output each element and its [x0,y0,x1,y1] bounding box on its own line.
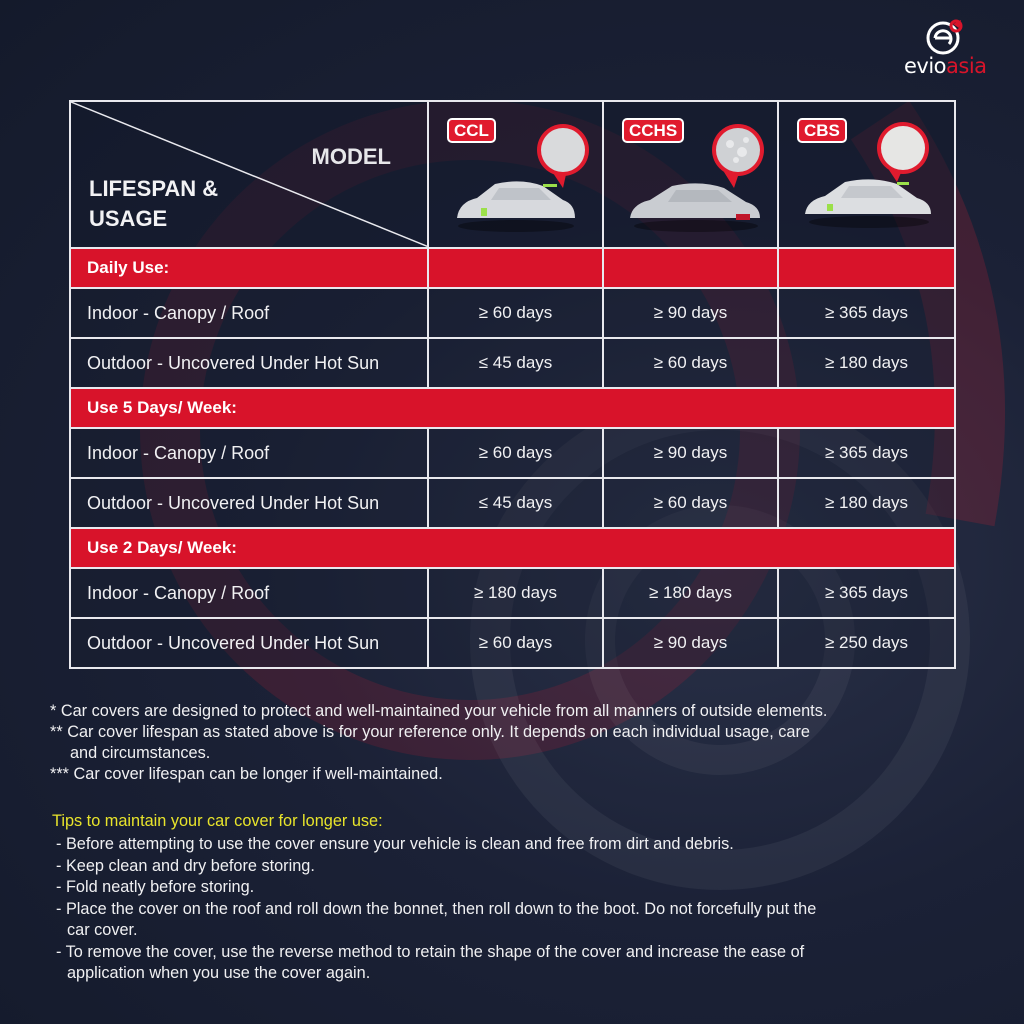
lifespan-value-ccl: ≥ 60 days [428,428,603,478]
section-empty-cell [428,248,603,288]
lifespan-value-ccl: ≥ 60 days [428,288,603,338]
tips-title: Tips to maintain your car cover for longer use: [52,812,383,830]
footnote-3: *** Car cover lifespan can be longer if well-maintained. [50,765,443,783]
product-code-ccl: CCL [447,118,496,143]
table-row [70,618,955,668]
table-row [70,428,955,478]
lifespan-value-ccl: ≤ 45 days [428,338,603,388]
usage-label: Outdoor - Uncovered Under Hot Sun [70,478,428,528]
lifespan-value-cbs: ≥ 250 days [778,618,955,668]
lifespan-value-cchs: ≥ 90 days [603,428,778,478]
car-cover-image [801,170,941,230]
tip-item-continued: application when you use the cover again. [67,964,371,982]
section-empty-cell [603,248,778,288]
table-row [70,288,955,338]
section-empty-cell [778,248,955,288]
tip-item: - Fold neatly before storing. [56,878,255,896]
tip-item: - Place the cover on the roof and roll down the bonnet, then roll down to the boot. Do not forcefully put the [56,899,817,918]
brand-name [904,54,987,78]
section-title: Use 5 Days/ Week: [70,388,955,428]
product-cell-ccl [428,101,603,248]
brand-name-part1: evio [904,54,947,78]
table-header-row [70,101,955,248]
usage-label: Indoor - Canopy / Roof [70,428,428,478]
footnote-2: ** Car cover lifespan as stated above is for your reference only. It depends on each individual usage, care [50,723,810,741]
table-row [70,338,955,388]
product-code-cchs: CCHS [622,118,684,143]
tips-list [56,834,986,985]
lifespan-value-cchs: ≥ 180 days [603,568,778,618]
header-corner-cell [70,101,428,248]
lifespan-header-line1: LIFESPAN & [89,176,219,201]
lifespan-table [69,100,956,669]
tip-item: - Keep clean and dry before storing. [56,856,315,875]
model-header: MODEL [311,144,391,169]
product-cell-cchs [603,101,778,248]
lifespan-value-cbs: ≥ 180 days [778,338,955,388]
usage-label: Outdoor - Uncovered Under Hot Sun [70,618,428,668]
product-cell-cbs [778,101,955,248]
brand-name-part2: asia [946,54,987,78]
lifespan-value-ccl: ≥ 180 days [428,568,603,618]
lifespan-value-cchs: ≥ 90 days [603,288,778,338]
section-title: Daily Use: [70,248,428,288]
footnote-1: * Car covers are designed to protect and well-maintained your vehicle from all manners of outside elements. [50,702,828,720]
lifespan-value-cbs: ≥ 180 days [778,478,955,528]
usage-label: Indoor - Canopy / Roof [70,288,428,338]
lifespan-value-cbs: ≥ 365 days [778,568,955,618]
section-row-daily [70,248,955,288]
section-title: Use 2 Days/ Week: [70,528,955,568]
footnote-2-continued: and circumstances. [70,744,211,762]
lifespan-value-cchs: ≥ 60 days [603,338,778,388]
lifespan-value-cchs: ≥ 60 days [603,478,778,528]
section-row-5-days [70,388,955,428]
tip-item: - Before attempting to use the cover ensure your vehicle is clean and free from dirt and debris. [56,835,734,853]
usage-label: Indoor - Canopy / Roof [70,568,428,618]
lifespan-value-cchs: ≥ 90 days [603,618,778,668]
table-row [70,478,955,528]
lifespan-value-cbs: ≥ 365 days [778,288,955,338]
section-row-2-days [70,528,955,568]
lifespan-value-cbs: ≥ 365 days [778,428,955,478]
lifespan-value-ccl: ≥ 60 days [428,618,603,668]
product-code-cbs: CBS [797,118,847,143]
lifespan-value-ccl: ≤ 45 days [428,478,603,528]
car-cover-image [451,174,581,234]
tip-item-continued: car cover. [67,921,138,939]
tip-item: - To remove the cover, use the reverse method to retain the shape of the cover and increase the ease of [56,942,805,961]
lifespan-header-line2: USAGE [89,206,168,231]
lifespan-usage-header [89,174,218,234]
car-cover-image [626,174,766,234]
usage-label: Outdoor - Uncovered Under Hot Sun [70,338,428,388]
brand-logo [904,18,987,80]
brand-logo-icon [923,18,965,56]
table-row [70,568,955,618]
footnotes [50,701,990,785]
